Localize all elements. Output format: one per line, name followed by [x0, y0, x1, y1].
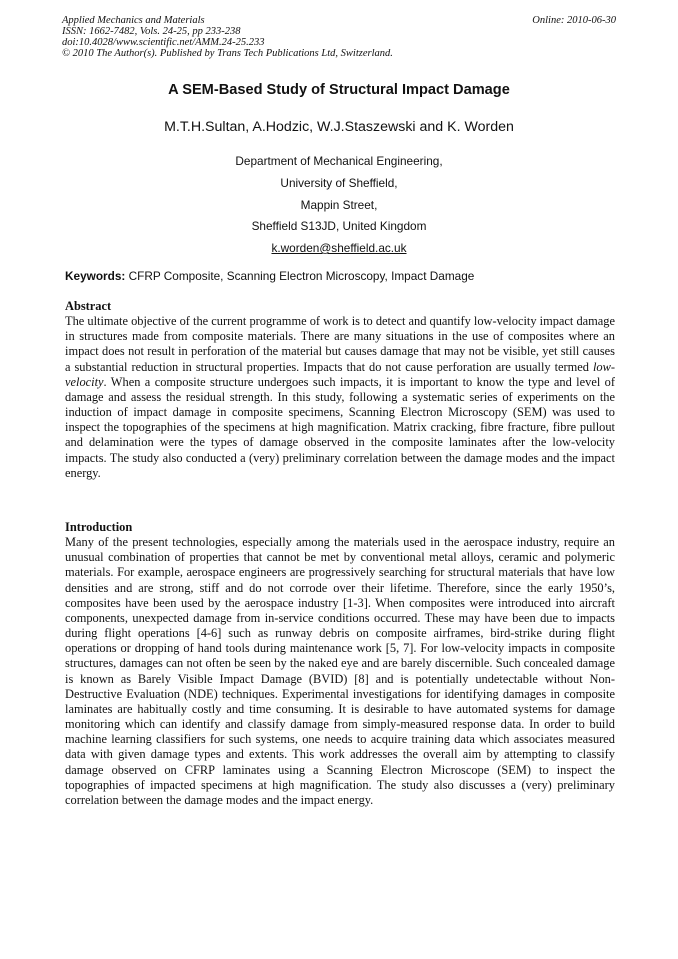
keywords-label: Keywords: [65, 269, 126, 283]
introduction-heading: Introduction [65, 520, 133, 534]
affiliation-city: Sheffield S13JD, United Kingdom [251, 219, 427, 233]
doi-line: doi:10.4028/www.scientific.net/AMM.24-25.233 [62, 37, 265, 48]
affiliation-street: Mappin Street, [300, 198, 378, 212]
paper-authors: M.T.H.Sultan, A.Hodzic, W.J.Staszewski and K. Worden [164, 119, 514, 135]
affiliation-university: University of Sheffield, [280, 176, 398, 190]
online-date: Online: 2010-06-30 [532, 15, 616, 26]
email-link[interactable]: k.worden@sheffield.ac.uk [271, 241, 407, 255]
introduction-section [65, 520, 615, 808]
abstract-heading: Abstract [65, 299, 112, 313]
abstract-text [65, 314, 615, 481]
keywords-text: CFRP Composite, Scanning Electron Microscopy, Impact Damage [125, 269, 475, 283]
issn-line: ISSN: 1662-7482, Vols. 24-25, pp 233-238 [62, 26, 241, 37]
abstract-text-part2: . When a composite structure undergoes such impacts, it is important to know the type and level of damage and assess the residual strength. In this study, following a systematic series of experiments on the induction of impact damage in composite specimens, Scanning Electron Microscopy (SEM) was used to inspect the topographies of the specimens at high magnification. Matrix cracking, fibre fracture, fibre pullout and delamination were the types of damage observed in the composite laminates after the low-velocity impacts. The study also conducted a (very) preliminary correlation between the damage modes and the impact energy. [65, 374, 615, 480]
abstract-italic-term: low-velocity [65, 359, 615, 389]
affiliation-email-line [0, 241, 678, 255]
paper-title: A SEM-Based Study of Structural Impact Damage [168, 82, 510, 98]
journal-header [62, 15, 616, 59]
journal-name: Applied Mechanics and Materials [62, 15, 205, 26]
affiliation-department: Department of Mechanical Engineering, [235, 154, 443, 168]
introduction-text: Many of the present technologies, especially among the materials used in the aerospace industry, require an unusual combination of properties that cannot be met by conventional metal alloys, ceramic and polymeric materials. For example, aerospace engineers are progressively searching for structural materials that have low densities and are strong, stiff and do not corrode over their lifetime. Therefore, since the early 1950’s, composites have been used by the aerospace industry [1-3]. When composites were introduced into aircraft components, unexpected damage from in-service conditions occurred. These may have been due to impacts during flight operations [4-6] such as runway debris on composite airframes, bird-strike during flight operations or dropping of hand tools during maintenance work [5, 7]. For low-velocity impacts in composite structures, damages can not often be seen by the naked eye and are barely discernible. Such concealed damage is known as Barely Visible Impact Damage (BVID) [8] and is potentially undetectable without Non-Destructive Evaluation (NDE) techniques. Experimental investigations for identifying damages in composite laminates are habitually costly and time consuming. It is desirable to have automated systems for damage monitoring which can identify and classify damage from simply-measured response data. In order to build machine learning classifiers for such systems, one needs to acquire training data which associates measured data with given damage types and extents. This work addresses the overall aim by attempting to classify damage observed on CFRP laminates using a Scanning Electron Microscope (SEM) to inspect the topographies of impacted specimens at high magnification. The study also discusses a (very) preliminary correlation between the damage modes and the impact energy. [65, 535, 615, 807]
abstract-text-part1: The ultimate objective of the current programme of work is to detect and quantify low-velocity impact damage in structures made from composite materials. There are many situations in the use of composites where an impact does not result in perforation of the material but causes damage that may not be visible, yet still causes a substantial reduction in structural properties. Impacts that do not cause perforation are usually termed [65, 314, 615, 374]
copyright-line: © 2010 The Author(s). Published by Trans Tech Publications Ltd, Switzerland. [62, 48, 393, 59]
keywords [65, 269, 615, 283]
abstract-section [65, 299, 615, 481]
